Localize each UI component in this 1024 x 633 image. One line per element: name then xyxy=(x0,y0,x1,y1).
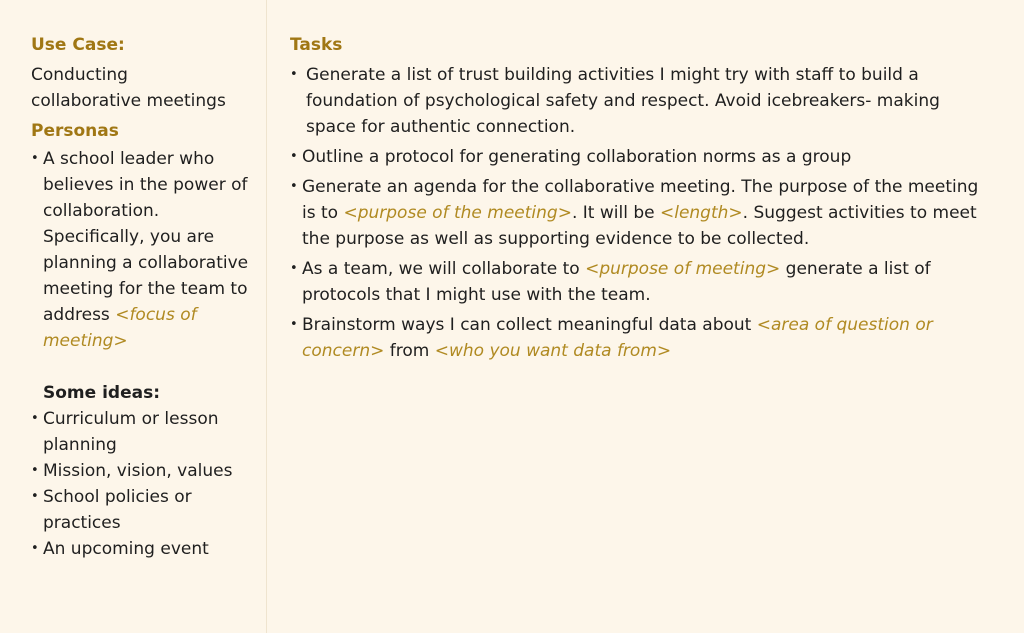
use-case-heading: Use Case: xyxy=(31,35,125,55)
task-item-5 xyxy=(290,312,980,364)
task-item-4 xyxy=(290,256,980,308)
task-3-text-c: . Suggest activities to meet the purpose as well as supporting evidence to be collected. xyxy=(302,203,977,249)
idea-item: • Curriculum or lesson planning xyxy=(31,406,256,458)
task-3-placeholder-purpose: <purpose of the meeting> xyxy=(343,203,572,223)
personas-heading: Personas xyxy=(31,121,119,141)
use-case-value xyxy=(31,62,256,114)
personas-list xyxy=(31,146,256,354)
tasks-list xyxy=(290,62,980,364)
tasks-heading: Tasks xyxy=(290,35,343,55)
task-5-text-b: from xyxy=(384,341,435,361)
task-item-3 xyxy=(290,174,980,252)
left-column xyxy=(31,34,256,562)
persona-text: A school leader who believes in the power of collaboration. Specifically, you are planning a collaborative meeting for the team to address xyxy=(43,149,249,325)
task-item-1 xyxy=(290,62,980,140)
persona-description xyxy=(31,146,256,354)
use-case-line-2: collaborative meetings xyxy=(31,91,226,111)
task-4-text-a: As a team, we will collaborate to xyxy=(302,259,586,279)
task-4-placeholder: <purpose of meeting> xyxy=(585,259,781,279)
column-divider xyxy=(266,0,267,633)
idea-item: • School policies or practices xyxy=(31,484,256,536)
ideas-list xyxy=(31,406,256,562)
task-5-placeholder-area: <area of question or concern> xyxy=(302,315,933,361)
task-3-placeholder-length: <length> xyxy=(659,203,743,223)
task-3-text-b: . It will be xyxy=(571,203,660,223)
task-3-text-a: Generate an agenda for the collaborative meeting. The purpose of the meeting is to xyxy=(302,177,979,223)
task-5-placeholder-who: <who you want data from> xyxy=(434,341,672,361)
task-4-text-b: generate a list of protocols that I might use with the team. xyxy=(302,259,931,305)
task-item-2 xyxy=(290,144,980,170)
idea-item: • An upcoming event xyxy=(31,536,256,562)
task-1-text: Generate a list of trust building activities I might try with staff to build a foundation of psychological safety and respect. Avoid icebreakers- making space for authentic connection. xyxy=(306,65,940,137)
task-5-text-a: Brainstorm ways I can collect meaningful data about xyxy=(302,315,757,335)
right-column xyxy=(290,34,980,368)
idea-item: • Mission, vision, values xyxy=(31,458,256,484)
persona-placeholder: <focus of meeting> xyxy=(43,305,197,351)
ideas-title: Some ideas: xyxy=(43,383,160,403)
task-2-text: Outline a protocol for generating collaboration norms as a group xyxy=(302,147,852,167)
use-case-line-1: Conducting xyxy=(31,65,128,85)
